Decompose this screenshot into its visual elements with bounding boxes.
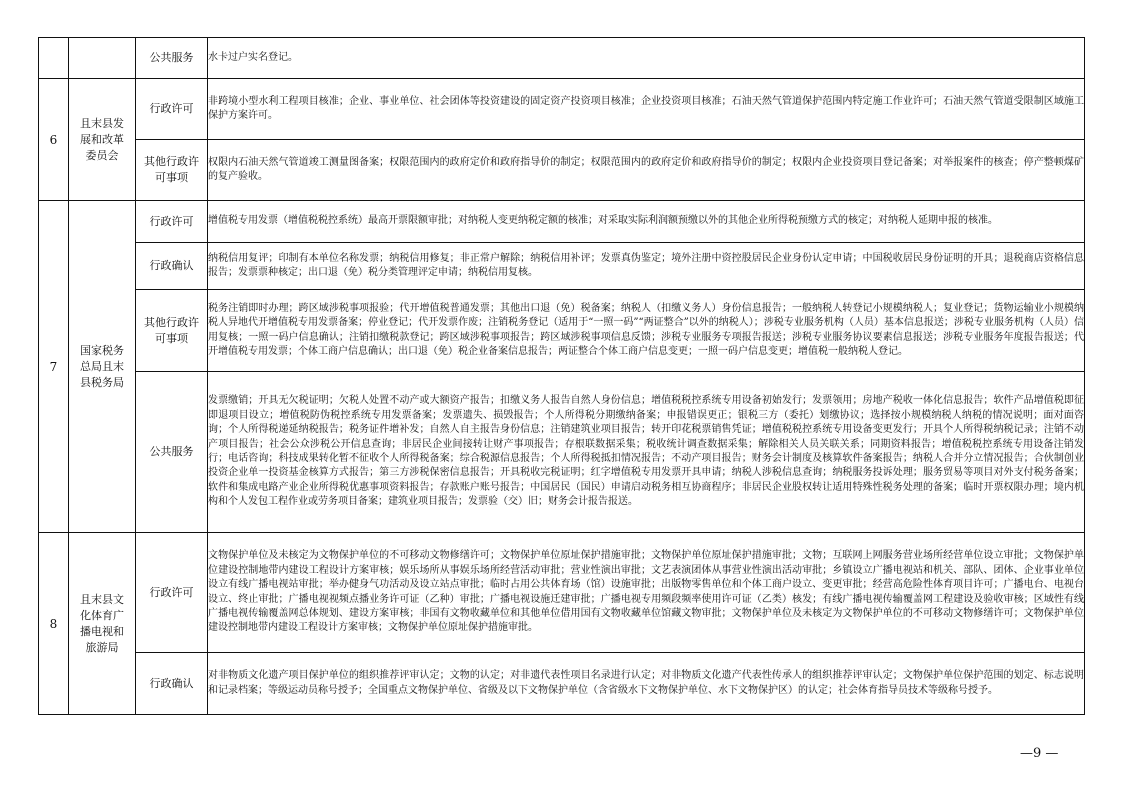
department-cell: 且末县文化体育广播电视和旅游局 [69,533,136,715]
content-cell: 文物保护单位及未核定为文物保护单位的不可移动文物修缮许可；文物保护单位原址保护措施审批；文物保护单位原址保护措施审批；文物；互联网上网服务营业场所经营单位设立审批；文物保护单位建设控制地带内建设工程设计方案审核；娱乐场所从事娱乐场所经营活动审批；营业性演出审批；文艺表演团体从事营业性演出活动审批；乡镇设立广播电视站和机关、部队、团体、企业事业单位设立有线广播电视站审批；举办健身气功活动及设立站点审批；临时占用公共体育场（馆）设施审批；出版物零售单位和个体工商户设立、变更审批；经营高危险性体育项目许可；广播电台、电视台设立、终止审批；广播电视视频点播业务许可证（乙种）审批；广播电视设施迁建审批；广播电视专用频段频率使用许可证（乙类）核发；有线广播电视传输覆盖网工程建设及验收审核；区域性有线广播电视传输覆盖网总体规划、建设方案审核；非国有文物收藏单位和其他单位借用国有文物收藏单位馆藏文物审批；文物保护单位及未核定为文物保护单位的不可移动文物修缮许可；文物保护单位建设控制地带内建设工程设计方案审核；文物保护单位原址保护措施审批。 [208,533,1085,653]
service-items-table [38,37,1085,715]
content-cell: 权限内石油天然气管道竣工测量图备案；权限范围内的政府定价和政府指导价的制定；权限范围内的政府定价和政府指导价的制定；权限内企业投资项目登记备案；对举报案件的核查；停产整顿煤矿的复产验收。 [208,140,1085,201]
table-row [39,533,1085,653]
department-cell [69,38,136,79]
category-cell: 其他行政许可事项 [136,140,208,201]
table-row [39,653,1085,715]
category-cell: 行政许可 [136,533,208,653]
category-cell: 公共服务 [136,38,208,79]
category-cell: 公共服务 [136,372,208,533]
content-cell: 非跨境小型水利工程项目核准；企业、事业单位、社会团体等投资建设的固定资产投资项目核准；企业投资项目核准；石油天然气管道保护范围内特定施工作业许可；石油天然气管道受限制区域施工保护方案许可。 [208,79,1085,140]
table-row [39,38,1085,79]
table-row [39,243,1085,290]
category-cell: 其他行政许可事项 [136,290,208,372]
page-number: —9 — [1020,746,1059,761]
content-cell: 对非物质文化遗产项目保护单位的组织推荐评审认定；文物的认定；对非遗代表性项目名录进行认定；对非物质文化遗产代表性传承人的组织推荐评审认定；文物保护单位保护范围的划定、标志说明和记录档案；等级运动员称号授予；全国重点文物保护单位、省级及以下文物保护单位（含省级水下文物保护单位、水下文物保护区）的认定；社会体育指导员技术等级称号授予。 [208,653,1085,715]
table-row [39,201,1085,243]
category-cell: 行政许可 [136,79,208,140]
department-cell: 国家税务总局且末县税务局 [69,201,136,533]
content-cell: 税务注销即时办理；跨区域涉税事项报验；代开增值税普通发票；其他出口退（免）税备案；纳税人（扣缴义务人）身份信息报告；一般纳税人转登记小规模纳税人；复业登记；货物运输业小规模纳税人异地代开增值税专用发票备案；停业登记；代开发票作废；注销税务登记（适用于“一照一码”“两证整合”以外的纳税人）；涉税专业服务机构（人员）基本信息报送；涉税专业服务机构（人员）信用复核；一照一码户信息确认；注销扣缴税款登记；跨区域涉税事项报告；跨区域涉税事项信息反馈；涉税专业服务专项报告报送；涉税专业服务协议要素信息报送；涉税专业服务年度报告报送；代开增值税专用发票；个体工商户信息确认；出口退（免）税企业备案信息报告；两证整合个体工商户信息变更；一照一码户信息变更；增值税一般纳税人登记。 [208,290,1085,372]
category-cell: 行政确认 [136,243,208,290]
row-number-cell: 8 [39,533,69,715]
table-row [39,140,1085,201]
category-cell: 行政许可 [136,201,208,243]
row-number-cell: 7 [39,201,69,533]
row-number-cell: 6 [39,79,69,201]
department-cell: 且末县发展和改革委员会 [69,79,136,201]
content-cell: 纳税信用复评；印制有本单位名称发票；纳税信用修复；非正常户解除；纳税信用补评；发票真伪鉴定；境外注册中资控股居民企业身份认定申请；中国税收居民身份证明的开具；退税商店资格信息报告；发票票种核定；出口退（免）税分类管理评定申请；纳税信用复核。 [208,243,1085,290]
category-cell: 行政确认 [136,653,208,715]
table-row [39,372,1085,533]
content-cell: 水卡过户实名登记。 [208,38,1085,79]
table-row [39,79,1085,140]
table-row [39,290,1085,372]
row-number-cell [39,38,69,79]
content-cell: 增值税专用发票（增值税税控系统）最高开票限额审批；对纳税人变更纳税定额的核准；对采取实际利润额预缴以外的其他企业所得税预缴方式的核定；对纳税人延期申报的核准。 [208,201,1085,243]
content-cell: 发票缴销；开具无欠税证明；欠税人处置不动产或大额资产报告；扣缴义务人报告自然人身份信息；增值税税控系统专用设备初始发行；发票领用；房地产税收一体化信息报告；软件产品增值税即征即退项目设立；增值税防伪税控系统专用发票备案；发票遗失、损毁报告；个人所得税分期缴纳备案；申报错误更正；银税三方（委托）划缴协议；选择按小规模纳税人纳税的情况说明；面对面咨询；个人所得税递延纳税报告；税务证件增补发；自然人自主报告身份信息；注销建筑业项目报告；转开印花税票销售凭证；增值税税控系统专用设备变更发行；开具个人所得税纳税记录；注销不动产项目报告；社会公众涉税公开信息查询；非居民企业间接转让财产事项报告；存根联数据采集；税收统计调查数据采集；解除相关人员关联关系；同期资料报告；增值税税控系统专用设备注销发行；电话咨询；科技成果转化暂不征收个人所得税备案；综合税源信息报告；个人所得税抵扣情况报告；不动产项目报告；财务会计制度及核算软件备案报告；纳税人合并分立情况报告；合伙制创业投资企业单一投资基金核算方式报告；第三方涉税保密信息报告；开具税收完税证明；红字增值税专用发票开具申请；纳税人涉税信息查询；纳税服务投诉处理；服务贸易等项目对外支付税务备案；软件和集成电路产业企业所得税优惠事项资料报告；存款账户账号报告；中国居民（国民）申请启动税务相互协商程序；非居民企业股权转让适用特殊性税务处理的备案；临时开票权限办理；境内机构和个人发包工程作业或劳务项目备案；建筑业项目报告；发票验（交）旧；财务会计报告报送。 [208,372,1085,533]
